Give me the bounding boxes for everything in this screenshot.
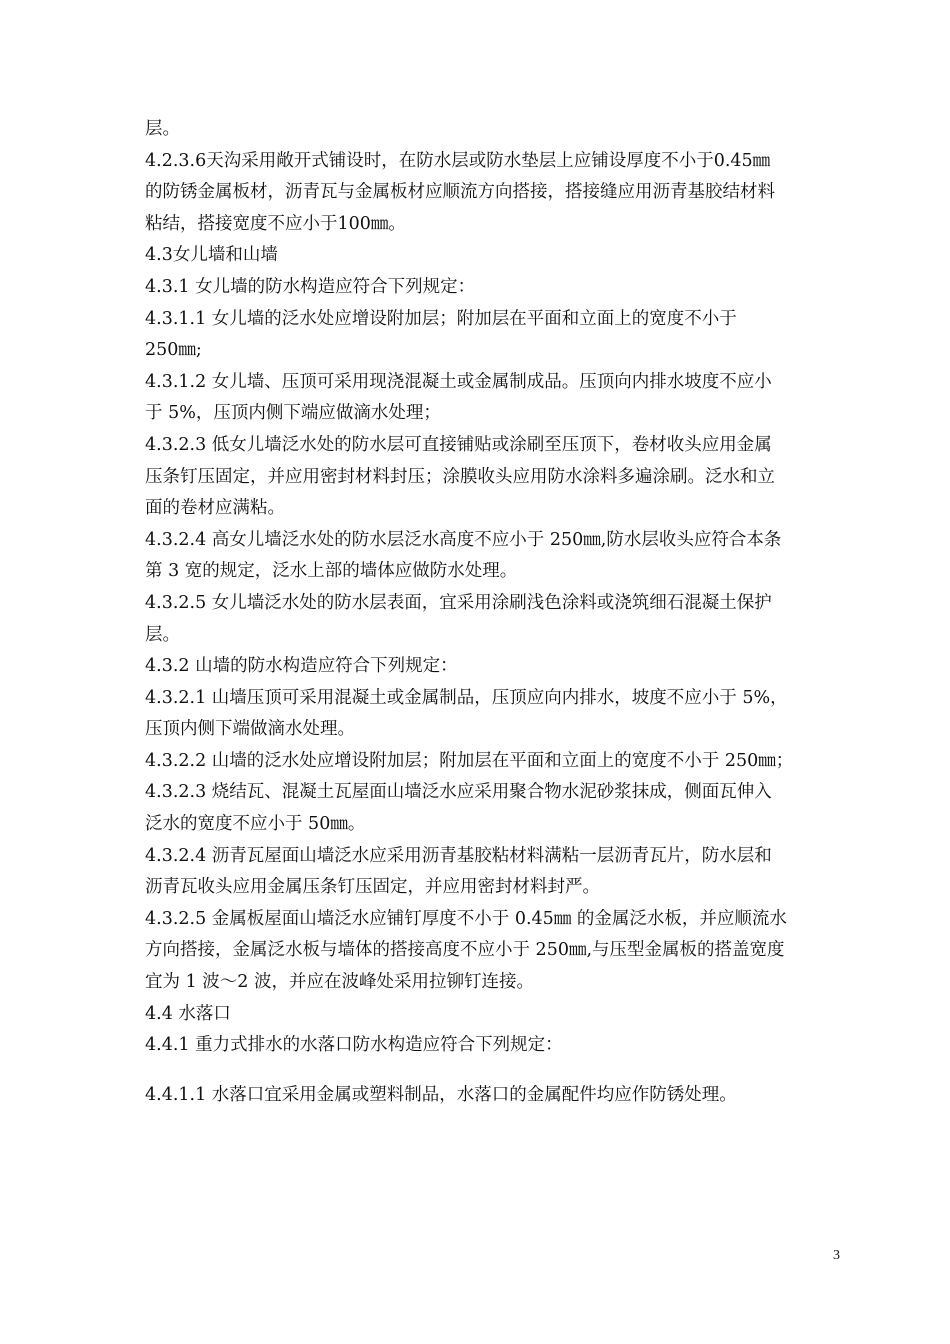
text-line: 的防锈金属板材，沥青瓦与金属板材应顺流方向搭接，搭接缝应用沥青基胶结材料 xyxy=(145,182,775,203)
text-line: 4.3.2.3 烧结瓦、混凝土瓦屋面山墙泛水应采用聚合物水泥砂浆抹成，侧面瓦伸入 xyxy=(145,782,772,803)
text-line: 4.3.2.4 沥青瓦屋面山墙泛水应采用沥青基胶粘材料满粘一层沥青瓦片，防水层和 xyxy=(145,845,772,866)
text-line: 面的卷材应满粘。 xyxy=(145,498,285,519)
text-line: 4.4.1.1 水落口宜采用金属或塑料制品，水落口的金属配件均应作防锈处理。 xyxy=(145,1084,737,1105)
text-line: 4.3.1.1 女儿墙的泛水处应增设附加层；附加层在平面和立面上的宽度不小于 xyxy=(145,308,737,329)
text-line: 沥青瓦收头应用金属压条钉压固定，并应用密封材料封严。 xyxy=(145,877,600,898)
text-line: 于 5%，压顶内侧下端应做滴水处理； xyxy=(145,403,441,424)
text-line: 4.3.2.3 低女儿墙泛水处的防水层可直接铺贴或涂刷至压顶下，卷材收头应用金属 xyxy=(145,434,772,455)
text-line: 层。 xyxy=(145,624,180,645)
text-line: 250㎜; xyxy=(145,340,202,361)
text-line: 宜为 1 波～2 波，并应在波峰处采用拉铆钉连接。 xyxy=(145,972,534,993)
text-line: 泛水的宽度不应小于 50㎜。 xyxy=(145,814,366,835)
text-line: 4.4.1 重力式排水的水落口防水构造应符合下列规定： xyxy=(145,1035,563,1056)
text-line: 4.3.1.2 女儿墙、压顶可采用现浇混凝土或金属制成品。压顶向内排水坡度不应小 xyxy=(145,371,772,392)
section-heading: 4.3女儿墙和山墙 xyxy=(145,245,278,266)
text-line: 压条钉压固定，并应用密封材料封压；涂膜收头应用防水涂料多遍涂刷。泛水和立 xyxy=(145,466,775,487)
text-line: 方向搭接，金属泛水板与墙体的搭接高度不应小于 250㎜,与压型金属板的搭盖宽度 xyxy=(145,940,785,961)
text-line: 4.3.2.2 山墙的泛水处应增设附加层；附加层在平面和立面上的宽度不小于 250㎜； xyxy=(145,750,794,771)
page-number: 3 xyxy=(833,1248,840,1263)
text-line: 压顶内侧下端做滴水处理。 xyxy=(145,719,355,740)
text-line: 第 3 宽的规定，泛水上部的墙体应做防水处理。 xyxy=(145,561,518,582)
section-heading: 4.4 水落口 xyxy=(145,1003,231,1024)
text-line: 4.2.3.6天沟采用敞开式铺设时，在防水层或防水垫层上应铺设厚度不小于0.45㎜ xyxy=(145,150,771,171)
text-line: 4.3.2.5 金属板屋面山墙泛水应铺钉厚度不小于 0.45㎜ 的金属泛水板，并应顺流水 xyxy=(145,908,787,929)
text-line: 4.3.2.4 高女儿墙泛水处的防水层泛水高度不应小于 250㎜,防水层收头应符合本条 xyxy=(145,529,782,550)
paragraph-gap xyxy=(145,1062,835,1080)
text-line: 粘结，搭接宽度不应小于100㎜。 xyxy=(145,213,406,234)
text-line: 4.3.2.5 女儿墙泛水处的防水层表面，宜采用涂刷浅色涂料或浇筑细石混凝土保护 xyxy=(145,592,772,613)
document-body xyxy=(145,114,835,1111)
text-line: 4.3.2.1 山墙压顶可采用混凝土或金属制品，压顶应向内排水，坡度不应小于 5%， xyxy=(145,687,788,708)
text-line: 4.3.2 山墙的防水构造应符合下列规定： xyxy=(145,656,458,677)
text-line: 层。 xyxy=(145,119,180,139)
text-line: 4.3.1 女儿墙的防水构造应符合下列规定： xyxy=(145,276,476,297)
